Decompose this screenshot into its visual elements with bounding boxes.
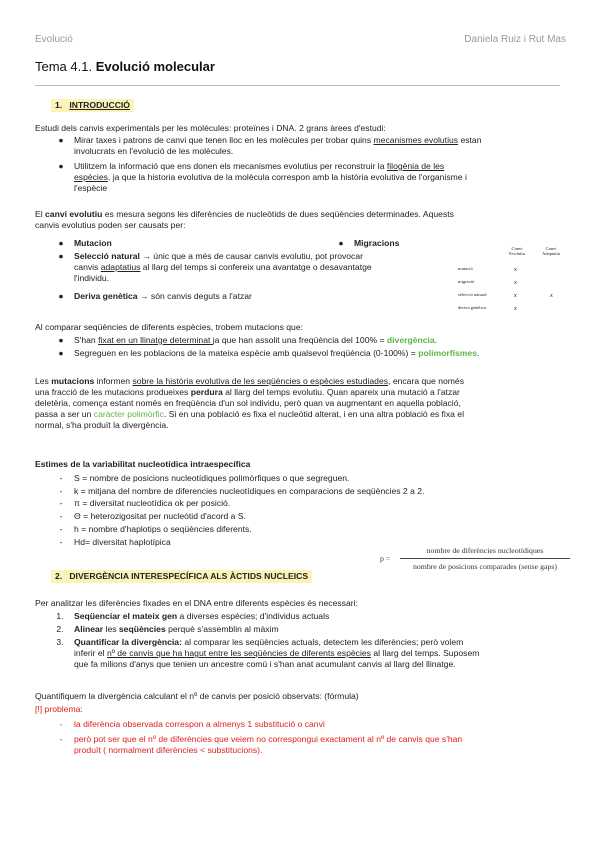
page-title (35, 61, 215, 72)
numbered-item (56, 624, 279, 635)
i2-bold: Alinear (74, 624, 104, 634)
seleccio-text: → únic que a més de causar canvis evolutiu, pot provocar (139, 251, 363, 261)
mini-col1-l1: Canvi (511, 246, 523, 251)
compare-b1link: fixat en un llinatge determinat (98, 335, 213, 345)
b2-line2: , ja que la historia evolutiva de la molècula correspon amb la història evolutiva de l'organisme i (107, 172, 467, 182)
list-item (59, 497, 424, 510)
mut-l3: deletèria, comença estant només en freqüència d'un sol individu, però quan va augmentant en aquella població, (35, 398, 461, 408)
mut-link: sobre la història evolutiva de les seqüències o espècies estudiades (132, 376, 389, 386)
seleccio-label: Selecció natural (74, 251, 140, 261)
dash-icon: - (59, 523, 63, 534)
dash-icon: - (59, 511, 63, 522)
title-prefix: Tema 4.1. (35, 59, 96, 74)
i1-text: a diverses espècies; d'individus actuals (177, 611, 330, 621)
list-item (58, 161, 565, 194)
list-item (59, 485, 425, 498)
intro-text: Estudi dels canvis experimentals per les molècules: proteïnes i DNA. 2 grans àrees d'estudi: (35, 123, 386, 133)
mut-l1mid: informen (94, 376, 133, 386)
title-main: Evolució molecular (95, 59, 215, 74)
estime-text: π = diversitat nucleotídica ok per posició. (74, 498, 231, 509)
compare-b2pre: Segreguen en les poblacions de la mateixa espècie amb qualsevol freqüència (0-100%) = (74, 348, 419, 358)
mut-l1post: , encara que només (388, 376, 465, 386)
section-number: 1. (55, 100, 63, 110)
i3-l2pre: inferir el (74, 648, 107, 658)
mini-cell: x (514, 306, 517, 312)
seleccio-l2post: al llarg del temps si confereix una avantatge o desavantatge (140, 262, 372, 272)
b2-link2: espècies (74, 172, 108, 182)
mini-col2-l2: Adaptatiu (541, 251, 561, 256)
estime-text: Hd= diversitat haplotípica (74, 536, 171, 547)
divergencia-term: divergència (386, 335, 435, 345)
bullet-icon: ● (58, 161, 64, 171)
list-item (59, 472, 424, 485)
dash-icon: - (59, 473, 63, 483)
canvi-bold: canvi evolutiu (45, 209, 103, 219)
list-item-migracions (338, 238, 400, 249)
bullet-icon: ● (58, 238, 64, 248)
i2-bold2: seqüències (118, 624, 166, 634)
adaptatius-link: adaptatius (100, 262, 141, 272)
numbered-item (56, 611, 330, 622)
bullet-icon: ● (338, 238, 344, 248)
problema-label: [!] problema: (35, 704, 83, 714)
deriva-text: → són canvis deguts a l'atzar (137, 291, 252, 301)
list-item (59, 510, 424, 523)
bullet-icon: ● (58, 251, 64, 261)
list-item (58, 348, 480, 359)
polimorfic-term: caràcter polimòrfic (93, 409, 164, 419)
b2-link: filogènia de les (386, 161, 445, 171)
mini-cell: x (514, 280, 517, 286)
b1-link: mecanismes evolutius (373, 135, 459, 145)
compare-intro: Al comparar seqüències de diferents espècies, trobem mutacions que: (35, 322, 303, 332)
quant-intro: Quantifiquem la divergència calculant el nº de canvis per posició observats: (fórmula) (35, 691, 359, 701)
i3-l2post: al llarg del temps. Suposem (370, 648, 480, 658)
mini-row-label: selecció natural (458, 292, 487, 297)
mut-l4post: . Si en una població es fixa el nucleòtid alterat, i en una altra població es fixa el (163, 409, 464, 419)
list-item (59, 536, 424, 549)
compare-b2end: . (476, 348, 480, 358)
item-number: 2. (56, 624, 64, 634)
seleccio-l3: l'individu. (74, 273, 110, 283)
seleccio-l2: canvis (74, 262, 101, 272)
i3-l3: que fa milions d'anys que tenien un ancestre comú i s'han anat acumulant canvis al llarg del llinatge. (74, 659, 456, 669)
mini-col1 (506, 246, 528, 256)
mini-cell: x (550, 293, 553, 299)
mini-row-label: migració (458, 279, 475, 284)
list-item (59, 523, 424, 536)
i3-link: nº de canvis que ha hagut entre les seqüències de diferents espècies (106, 648, 371, 658)
estime-text: Θ = heterozigositat per nucleòtid d'acord a S. (74, 511, 246, 522)
canvi-pre: El (35, 209, 46, 219)
mutacions-paragraph (35, 376, 565, 431)
dash-icon: - (59, 536, 63, 547)
mini-col2-l1: Canvi (545, 246, 557, 251)
b1-line2: involucrats en l'evolució de les molècules. (74, 146, 234, 156)
b1-text: Mirar taxes i patrons de canvi que tenen lloc en les molècules per trobar quins (74, 135, 374, 145)
item-number: 1. (56, 611, 64, 621)
estime-text: S = nombre de posicions nucleotídiques polimòrfiques o que segreguen. (74, 473, 350, 483)
mut-l4pre: passa a ser un (35, 409, 94, 419)
mini-cell: x (514, 267, 517, 273)
analisi-intro: Per analitzar les diferències fixades en el DNA entre diferents espècies és necessari: (35, 598, 358, 608)
formula-fraction-line (400, 558, 570, 559)
i3-text: al comparar les seqüències actuals, detectem les diferències; però volem (181, 637, 464, 647)
mini-col1-l2: Evolutiu (509, 251, 525, 256)
section-heading-intro (51, 99, 134, 112)
b1-post: estan (458, 135, 482, 145)
mini-col2 (538, 246, 564, 256)
mut-l2pre: una fracció de les mutacions produeixes (35, 387, 191, 397)
perdura-bold: perdura (190, 387, 223, 397)
i3-bold: Quantificar la divergència: (74, 637, 182, 647)
problema-text: però pot ser que el nº de diferències que veiem no correspongui exactament al nº de canvis que s'han (74, 734, 463, 744)
deriva-label: Deriva genètica (74, 291, 138, 301)
dash-icon: - (59, 498, 63, 509)
section-number: 2. (55, 571, 63, 581)
estimes-list (59, 472, 425, 548)
canvi-line2: canvis evolutius poden ser causats per: (35, 220, 186, 230)
mut-l2post: al llarg del temps evolutiu. Quan apareix una mutació a l'atzar (222, 387, 460, 397)
problema-text: la diferència observada correspon a almenys 1 substitució o canvi (74, 719, 325, 729)
compare-b1end: . (434, 335, 438, 345)
mut-bold: mutacions (51, 376, 95, 386)
formula-numerator: nombre de diferències nucleotídiques (426, 546, 544, 555)
header-left: Evolució (35, 34, 73, 45)
bullet-icon: ● (58, 335, 64, 345)
b2-line3: l'espècie (74, 183, 108, 193)
mini-row-label: deriva genètica (458, 305, 486, 310)
list-item-seleccio (58, 251, 449, 284)
header-right: Daniela Ruiz i Rut Mas (464, 34, 566, 45)
section-heading-divergencia (51, 570, 312, 583)
estime-text: k = mitjana del nombre de diferencies nucleotídiques en comparacions de seqüències 2 a 2. (74, 485, 425, 496)
list-item (59, 719, 325, 730)
list-item (58, 135, 565, 157)
mini-row-label: mutació (458, 266, 473, 271)
list-item-mutacion (58, 238, 112, 249)
canvi-paragraph (35, 209, 565, 231)
bullet-icon: ● (58, 291, 64, 301)
i2-mid: les (103, 624, 119, 634)
bullet-icon: ● (58, 348, 64, 358)
mutacion-label: Mutacion (74, 238, 112, 248)
i2-text: perquè s'assemblin al màxim (165, 624, 279, 634)
list-item (59, 734, 565, 756)
i1-bold: Seqüenciar el mateix gen (74, 611, 178, 621)
compare-b1mid: ja que han assolit una freqüència del 100% = (212, 335, 387, 345)
list-item-deriva (58, 291, 252, 302)
dash-icon: - (59, 485, 63, 496)
formula-lhs: p = (380, 554, 391, 563)
mut-l1pre: Les (35, 376, 52, 386)
numbered-item (56, 637, 565, 670)
list-item (58, 335, 438, 346)
dash-icon: - (59, 719, 63, 729)
estime-text: h = nombre d'haplotips o seqüències diferents. (74, 523, 252, 534)
estimes-title: Estimes de la variabilitat nucleotídica intraespecífica (35, 459, 251, 469)
mut-l5: normal, s'ha produït la divergència. (35, 420, 169, 430)
bullet-icon: ● (58, 135, 64, 145)
migracions-label: Migracions (354, 238, 400, 248)
dash-icon: - (59, 734, 63, 744)
canvi-post: es mesura segons les diferències de nucleòtids de dues seqüències determinades. Aquests (102, 209, 454, 219)
b2-text: Utilitzem la informació que ens donen els mecanismes evolutius per reconstruir la (74, 161, 387, 171)
compare-b1pre: S'han (74, 335, 99, 345)
polimorfismes-term: polimorfismes (418, 348, 477, 358)
mini-cell: x (514, 293, 517, 299)
section-label: INTRODUCCIÓ (69, 100, 130, 110)
title-divider (35, 85, 560, 86)
mini-table (458, 246, 568, 316)
formula-denominator: nombre de posicions comparades (sense gaps) (413, 562, 557, 571)
item-number: 3. (56, 637, 64, 647)
problema-text: produït ( normalment diferències < substitucions). (74, 745, 263, 755)
section-label: DIVERGÈNCIA INTERESPECÍFICA ALS ÀCTIDS NUCLEICS (69, 571, 309, 581)
